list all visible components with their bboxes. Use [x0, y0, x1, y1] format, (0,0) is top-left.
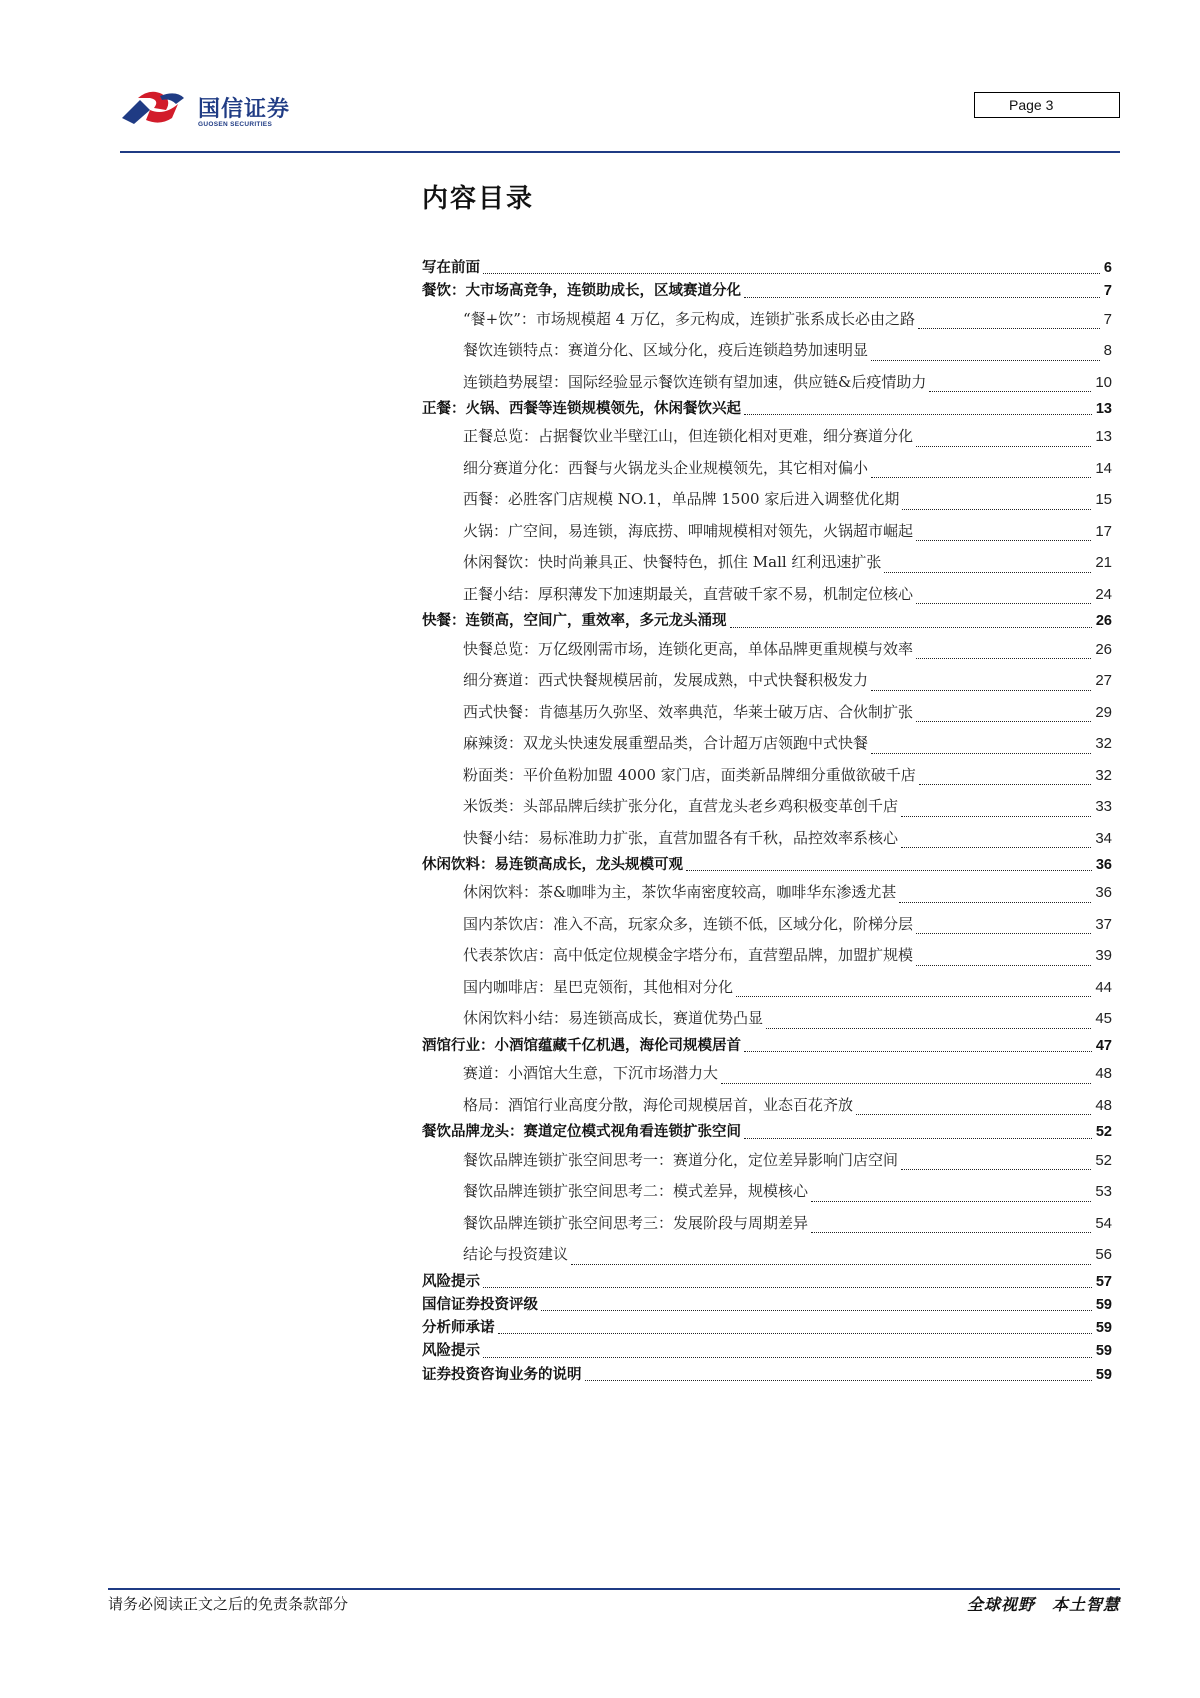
toc-entry-text: 餐饮品牌连锁扩张空间思考三：发展阶段与周期差异 [463, 1213, 809, 1232]
toc-subsection-entry[interactable] [422, 452, 1112, 484]
toc-dot-leader [919, 783, 1092, 785]
toc-entry-text: 赛道：小酒馆大生意，下沉市场潜力大 [463, 1064, 719, 1083]
toc-entry-text: 正餐小结：厚积薄发下加速期最关，直营破千家不易，机制定位核心 [463, 584, 914, 603]
footer-divider [108, 1588, 1120, 1590]
toc-page-number: 10 [1095, 373, 1112, 391]
toc-subsection-entry[interactable] [422, 939, 1112, 971]
toc-entry-text: 快餐：连锁高，空间广，重效率，多元龙头涌现 [422, 613, 727, 630]
toc-entry-text: 西式快餐：肯德基历久弥坚、效率典范，华莱士破万店、合伙制扩张 [463, 702, 914, 721]
toc-dot-leader [541, 1309, 1092, 1311]
toc-entry-text: 休闲饮料小结：易连锁高成长，赛道优势凸显 [463, 1009, 764, 1028]
page-number-box: Page 3 [974, 92, 1120, 118]
toc-entry-text: 酒馆行业：小酒馆蕴藏千亿机遇，海伦司规模居首 [422, 1037, 741, 1054]
footer-disclaimer: 请务必阅读正文之后的免责条款部分 [108, 1595, 349, 1613]
toc-dot-leader [901, 846, 1091, 848]
toc-page-number: 59 [1095, 1320, 1112, 1337]
toc-page-number: 59 [1095, 1343, 1112, 1360]
toc-subsection-entry[interactable] [422, 971, 1112, 1003]
toc-section-entry[interactable] [422, 1339, 1112, 1362]
toc-entry-text: 快餐总览：万亿级刚需市场，连锁化更高，单体品牌更重规模与效率 [463, 639, 914, 658]
toc-section-entry[interactable] [422, 1270, 1112, 1293]
toc-entry-text: 餐饮品牌龙头：赛道定位模式视角看连锁扩张空间 [422, 1124, 741, 1141]
toc-entry-text: 结论与投资建议 [463, 1245, 569, 1264]
toc-page-number: 15 [1095, 491, 1112, 509]
toc-dot-leader [811, 1231, 1091, 1233]
toc-dot-leader [766, 1027, 1091, 1029]
toc-page-number: 57 [1095, 1273, 1112, 1290]
toc-entry-text: 休闲饮料：易连锁高成长，龙头规模可观 [422, 857, 683, 874]
toc-dot-leader [483, 272, 1100, 274]
toc-page-number: 8 [1103, 342, 1112, 360]
toc-entry-text: 麻辣烫：双龙头快速发展重塑品类，合计超万店领跑中式快餐 [463, 734, 869, 753]
toc-dot-leader [871, 689, 1091, 691]
toc-entry-text: 餐饮连锁特点：赛道分化、区域分化，疫后连锁趋势加速明显 [463, 341, 869, 360]
toc-subsection-entry[interactable] [422, 822, 1112, 854]
toc-dot-leader [571, 1263, 1091, 1265]
toc-entry-text: “餐+饮”：市场规模超 4 万亿，多元构成，连锁扩张系成长必由之路 [463, 309, 915, 328]
toc-page-number: 14 [1095, 459, 1112, 477]
toc-entry-text: 西餐：必胜客门店规模 NO.1，单品牌 1500 家后进入调整优化期 [463, 490, 900, 509]
toc-page-number: 32 [1095, 766, 1112, 784]
toc-subsection-entry[interactable] [422, 1002, 1112, 1034]
toc-page-number: 26 [1095, 613, 1112, 630]
toc-page-number: 32 [1095, 735, 1112, 753]
footer-slogan: 全球视野 本土智慧 [966, 1595, 1120, 1614]
toc-page-number: 44 [1095, 978, 1112, 996]
toc-entry-text: 休闲餐饮：快时尚兼具正、快餐特色，抓住 Mall 红利迅速扩张 [463, 553, 882, 572]
toc-dot-leader [871, 359, 1100, 361]
toc-entry-text: 国内咖啡店：星巴克领衔，其他相对分化 [463, 977, 734, 996]
toc-page-number: 52 [1095, 1124, 1112, 1141]
toc-subsection-entry[interactable] [422, 483, 1112, 515]
toc-section-entry[interactable] [422, 1316, 1112, 1339]
toc-dot-leader [811, 1200, 1091, 1202]
toc-page-number: 53 [1095, 1183, 1112, 1201]
toc-page-number: 56 [1095, 1246, 1112, 1264]
header-divider [120, 151, 1120, 153]
toc-subsection-entry[interactable] [422, 578, 1112, 610]
toc-subsection-entry[interactable] [422, 696, 1112, 728]
toc-subsection-entry[interactable] [422, 876, 1112, 908]
toc-page-number: 36 [1095, 857, 1112, 874]
toc-page-number: 39 [1095, 947, 1112, 965]
toc-subsection-entry[interactable] [422, 515, 1112, 547]
toc-subsection-entry[interactable] [422, 303, 1112, 335]
toc-entry-text: 风险提示 [422, 1273, 480, 1290]
toc-page-number: 7 [1103, 283, 1112, 300]
toc-entry-text: 细分赛道分化：西餐与火锅龙头企业规模领先，其它相对偏小 [463, 458, 869, 477]
toc-section-entry[interactable] [422, 397, 1112, 420]
toc-section-entry[interactable] [422, 853, 1112, 876]
toc-page-number: 59 [1095, 1366, 1112, 1383]
toc-dot-leader [916, 539, 1091, 541]
guosen-logo [120, 88, 320, 138]
toc-dot-leader [736, 995, 1091, 997]
toc-page-number: 13 [1095, 428, 1112, 446]
toc-section-entry[interactable] [422, 1120, 1112, 1143]
toc-dot-leader [916, 657, 1091, 659]
toc-dot-leader [899, 901, 1091, 903]
toc-entry-text: 国内茶饮店：准入不高，玩家众多，连锁不低，区域分化，阶梯分层 [463, 914, 914, 933]
toc-dot-leader [871, 752, 1091, 754]
toc-dot-leader [744, 1050, 1092, 1052]
toc-dot-leader [916, 720, 1091, 722]
toc-dot-leader [884, 571, 1091, 573]
toc-subsection-entry[interactable] [422, 633, 1112, 665]
toc-section-entry[interactable] [422, 609, 1112, 632]
toc-section-entry[interactable] [422, 1293, 1112, 1316]
toc-dot-leader [744, 296, 1100, 298]
toc-subsection-entry[interactable] [422, 420, 1112, 452]
toc-dot-leader [871, 476, 1091, 478]
brand-name-cn: 国信证券 [198, 97, 291, 122]
toc-title: 内容目录 [422, 184, 535, 214]
toc-entry-text: 休闲饮料：茶&咖啡为主，茶饮华南密度较高，咖啡华东渗透尤甚 [463, 883, 897, 902]
toc-page-number: 7 [1103, 310, 1112, 328]
toc-subsection-entry[interactable] [422, 1238, 1112, 1270]
toc-subsection-entry[interactable] [422, 366, 1112, 398]
toc-page-number: 36 [1095, 884, 1112, 902]
toc-page-number: 48 [1095, 1096, 1112, 1114]
toc-page-number: 13 [1095, 401, 1112, 418]
toc-entry-text: 正餐：火锅、西餐等连锁规模领先，休闲餐饮兴起 [422, 401, 741, 418]
toc-dot-leader [686, 869, 1092, 871]
toc-entry-text: 连锁趋势展望：国际经验显示餐饮连锁有望加速，供应链&后疫情助力 [463, 372, 927, 391]
toc-subsection-entry[interactable] [422, 727, 1112, 759]
toc-dot-leader [918, 327, 1100, 329]
toc-page-number: 37 [1095, 915, 1112, 933]
toc-subsection-entry[interactable] [422, 664, 1112, 696]
logo-mark-icon [120, 88, 192, 128]
toc-page-number: 24 [1095, 585, 1112, 603]
toc-dot-leader [498, 1332, 1092, 1334]
toc-entry-text: 风险提示 [422, 1343, 480, 1360]
toc-entry-text: 代表茶饮店：高中低定位规模金字塔分布，直营塑品牌，加盟扩规模 [463, 946, 914, 965]
toc-dot-leader [730, 626, 1092, 628]
toc-entry-text: 粉面类：平价鱼粉加盟 4000 家门店，面类新品牌细分重做欲破千店 [463, 765, 916, 784]
toc-entry-text: 餐饮：大市场高竞争，连锁助成长，区域赛道分化 [422, 283, 741, 300]
toc-page-number: 26 [1095, 640, 1112, 658]
toc-entry-text: 证券投资咨询业务的说明 [422, 1366, 582, 1383]
toc-entry-text: 火锅：广空间，易连锁，海底捞、呷哺规模相对领先，火锅超市崛起 [463, 521, 914, 540]
toc-entry-text: 正餐总览：占据餐饮业半壁江山，但连锁化相对更难，细分赛道分化 [463, 427, 914, 446]
toc-subsection-entry[interactable] [422, 1175, 1112, 1207]
toc-dot-leader [721, 1082, 1091, 1084]
toc-subsection-entry[interactable] [422, 546, 1112, 578]
toc-page-number: 27 [1095, 672, 1112, 690]
toc-entry-text: 格局：酒馆行业高度分散，海伦司规模居首，业态百花齐放 [463, 1095, 854, 1114]
toc-page-number: 6 [1103, 260, 1112, 276]
toc-page-number: 52 [1095, 1151, 1112, 1169]
toc-entry-text: 细分赛道：西式快餐规模居前，发展成熟，中式快餐积极发力 [463, 671, 869, 690]
toc-subsection-entry[interactable] [422, 1057, 1112, 1089]
toc-section-entry[interactable] [422, 1363, 1112, 1386]
toc-page-number: 17 [1095, 522, 1112, 540]
toc-page-number: 34 [1095, 829, 1112, 847]
toc-page-number: 45 [1095, 1010, 1112, 1028]
toc-entry-text: 米饭类：头部品牌后续扩张分化，直营龙头老乡鸡积极变革创千店 [463, 797, 899, 816]
toc-dot-leader [916, 445, 1091, 447]
toc-dot-leader [916, 964, 1091, 966]
toc-page-number: 29 [1095, 703, 1112, 721]
toc-page-number: 54 [1095, 1214, 1112, 1232]
brand-name-en: GUOSEN SECURITIES [198, 121, 273, 128]
toc-page-number: 47 [1095, 1037, 1112, 1054]
toc-dot-leader [902, 508, 1091, 510]
toc-dot-leader [744, 413, 1092, 415]
toc-dot-leader [901, 1168, 1091, 1170]
table-of-contents [422, 256, 1112, 1386]
toc-section-entry[interactable] [422, 1034, 1112, 1057]
toc-dot-leader [916, 932, 1091, 934]
toc-dot-leader [929, 390, 1091, 392]
toc-dot-leader [856, 1113, 1091, 1115]
toc-dot-leader [483, 1286, 1092, 1288]
toc-dot-leader [483, 1356, 1092, 1358]
toc-subsection-entry[interactable] [422, 759, 1112, 791]
toc-entry-text: 快餐小结：易标准助力扩张，直营加盟各有千秋，品控效率系核心 [463, 828, 899, 847]
toc-subsection-entry[interactable] [422, 1207, 1112, 1239]
toc-subsection-entry[interactable] [422, 1144, 1112, 1176]
toc-entry-text: 餐饮品牌连锁扩张空间思考一：赛道分化，定位差异影响门店空间 [463, 1150, 899, 1169]
toc-entry-text: 国信证券投资评级 [422, 1296, 538, 1313]
toc-subsection-entry[interactable] [422, 1089, 1112, 1121]
toc-section-entry[interactable] [422, 279, 1112, 302]
toc-subsection-entry[interactable] [422, 908, 1112, 940]
toc-dot-leader [585, 1379, 1092, 1381]
toc-page-number: 59 [1095, 1296, 1112, 1313]
page-header [120, 82, 1120, 152]
toc-dot-leader [901, 815, 1091, 817]
toc-page-number: 21 [1095, 554, 1112, 572]
toc-subsection-entry[interactable] [422, 334, 1112, 366]
toc-subsection-entry[interactable] [422, 790, 1112, 822]
toc-entry-text: 写在前面 [422, 260, 480, 276]
toc-page-number: 48 [1095, 1065, 1112, 1083]
toc-dot-leader [744, 1137, 1092, 1139]
toc-section-entry[interactable] [422, 256, 1112, 279]
toc-entry-text: 餐饮品牌连锁扩张空间思考二：模式差异，规模核心 [463, 1182, 809, 1201]
toc-page-number: 33 [1095, 798, 1112, 816]
toc-dot-leader [916, 602, 1091, 604]
toc-entry-text: 分析师承诺 [422, 1320, 495, 1337]
